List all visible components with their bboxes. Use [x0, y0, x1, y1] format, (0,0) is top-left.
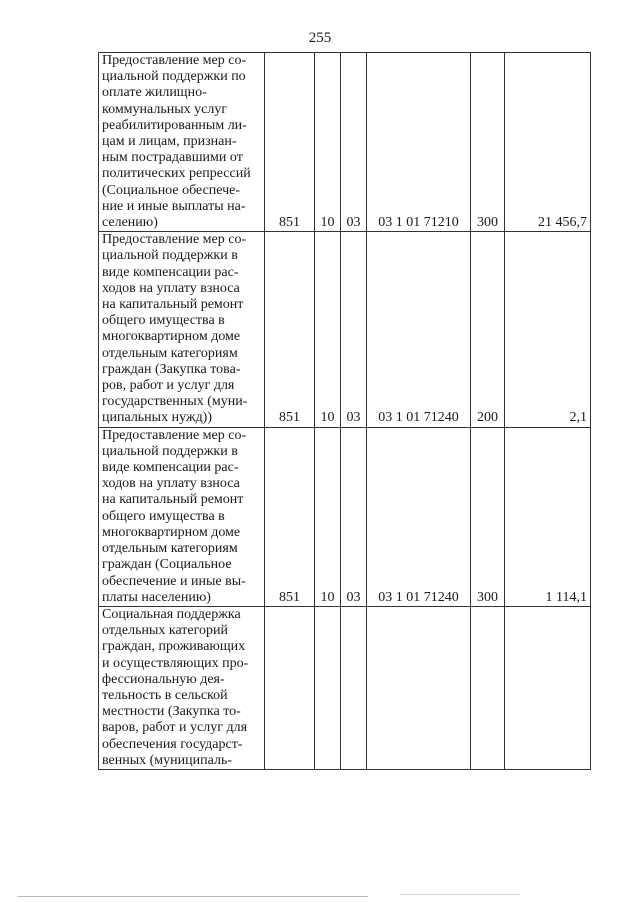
expense-name-line: и осуществляющих про- [102, 655, 249, 671]
expense-name-line: ходов на уплату взноса [102, 280, 240, 296]
budget-table [98, 52, 591, 770]
expense-name-line: фессиональную дея- [102, 671, 225, 687]
amount-cell: 21 456,7 [505, 53, 591, 232]
expense-name-line: виде компенсации рас- [102, 264, 239, 280]
expense-name-cell [99, 606, 265, 769]
expense-name-line: отдельных категорий [102, 623, 229, 639]
expense-name-line: оплате жилищно- [102, 85, 207, 101]
amount-cell [505, 606, 591, 769]
page-number: 255 [308, 30, 332, 46]
ministry-code-cell: 851 [265, 53, 315, 232]
expense-name-line: ходов на уплату взноса [102, 476, 240, 492]
expense-name-line: виде компенсации рас- [102, 460, 239, 476]
subsection-code-cell [341, 606, 367, 769]
expense-name-line: коммунальных услуг [102, 101, 228, 117]
expense-name-line: отдельным категориям [102, 345, 238, 361]
expense-name-cell [99, 232, 265, 427]
expense-name-line: ние и иные выплаты на- [102, 198, 246, 214]
expense-name-line: (Социальное обеспече- [102, 182, 241, 198]
expense-name-line: тельность в сельской [102, 687, 228, 703]
expense-type-cell: 300 [471, 53, 505, 232]
expense-name-line: обеспечения государст- [102, 736, 243, 752]
table-row [99, 53, 591, 232]
target-article-cell: 03 1 01 71210 [367, 53, 471, 232]
scan-line [18, 896, 368, 897]
section-code-cell: 10 [315, 427, 341, 606]
expense-name-line: граждан (Социальное [102, 557, 232, 573]
expense-name-line: ров, работ и услуг для [102, 378, 235, 394]
expense-name-line: политических репрессий [102, 166, 251, 182]
expense-name-line: циальной поддержки в [102, 443, 238, 459]
expense-name-line: на капитальный ремонт [102, 492, 244, 508]
expense-name-line: циальной поддержки в [102, 248, 238, 264]
section-code-cell: 10 [315, 232, 341, 427]
expense-name-line: Предоставление мер со- [102, 427, 247, 443]
expense-name-cell [99, 53, 265, 232]
target-article-cell: 03 1 01 71240 [367, 427, 471, 606]
expense-name-line: циальной поддержки по [102, 69, 246, 85]
expense-name-line: ципальных нужд)) [102, 410, 213, 426]
expense-name-line: общего имущества в [102, 313, 225, 329]
target-article-cell [367, 606, 471, 769]
ministry-code-cell: 851 [265, 232, 315, 427]
expense-type-cell: 300 [471, 427, 505, 606]
expense-name-line: отдельным категориям [102, 541, 238, 557]
expense-name-cell [99, 427, 265, 606]
expense-type-cell: 200 [471, 232, 505, 427]
table-row [99, 232, 591, 427]
expense-name-line: Предоставление мер со- [102, 232, 247, 248]
expense-name-line: венных (муниципаль- [102, 752, 232, 768]
expense-name-line: многоквартирном доме [102, 524, 241, 540]
table-row [99, 427, 591, 606]
expense-name-line: на капитальный ремонт [102, 297, 244, 313]
expense-name-line: Предоставление мер со- [102, 53, 247, 68]
table-row [99, 606, 591, 769]
subsection-code-cell: 03 [341, 53, 367, 232]
subsection-code-cell: 03 [341, 427, 367, 606]
subsection-code-cell: 03 [341, 232, 367, 427]
scan-line [400, 894, 520, 895]
expense-name-line: граждан (Закупка това- [102, 361, 241, 377]
expense-name-line: ным пострадавшими от [102, 150, 243, 166]
amount-cell: 1 114,1 [505, 427, 591, 606]
section-code-cell: 10 [315, 53, 341, 232]
expense-name-line: Социальная поддержка [102, 606, 241, 622]
expense-name-line: многоквартирном доме [102, 329, 241, 345]
ministry-code-cell: 851 [265, 427, 315, 606]
expense-name-line: платы населению) [102, 589, 211, 605]
section-code-cell [315, 606, 341, 769]
expense-name-line: реабилитированным ли- [102, 117, 247, 133]
expense-name-line: общего имущества в [102, 508, 225, 524]
amount-cell: 2,1 [505, 232, 591, 427]
expense-name-line: местности (Закупка то- [102, 704, 241, 720]
expense-name-line: государственных (муни- [102, 394, 248, 410]
expense-name-line: варов, работ и услуг для [102, 720, 248, 736]
expense-name-line: граждан, проживающих [102, 639, 246, 655]
expense-name-line: обеспечение и иные вы- [102, 573, 246, 589]
expense-type-cell [471, 606, 505, 769]
target-article-cell: 03 1 01 71240 [367, 232, 471, 427]
ministry-code-cell [265, 606, 315, 769]
expense-name-line: цам и лицам, признан- [102, 134, 237, 150]
expense-name-line: селению) [102, 215, 158, 231]
